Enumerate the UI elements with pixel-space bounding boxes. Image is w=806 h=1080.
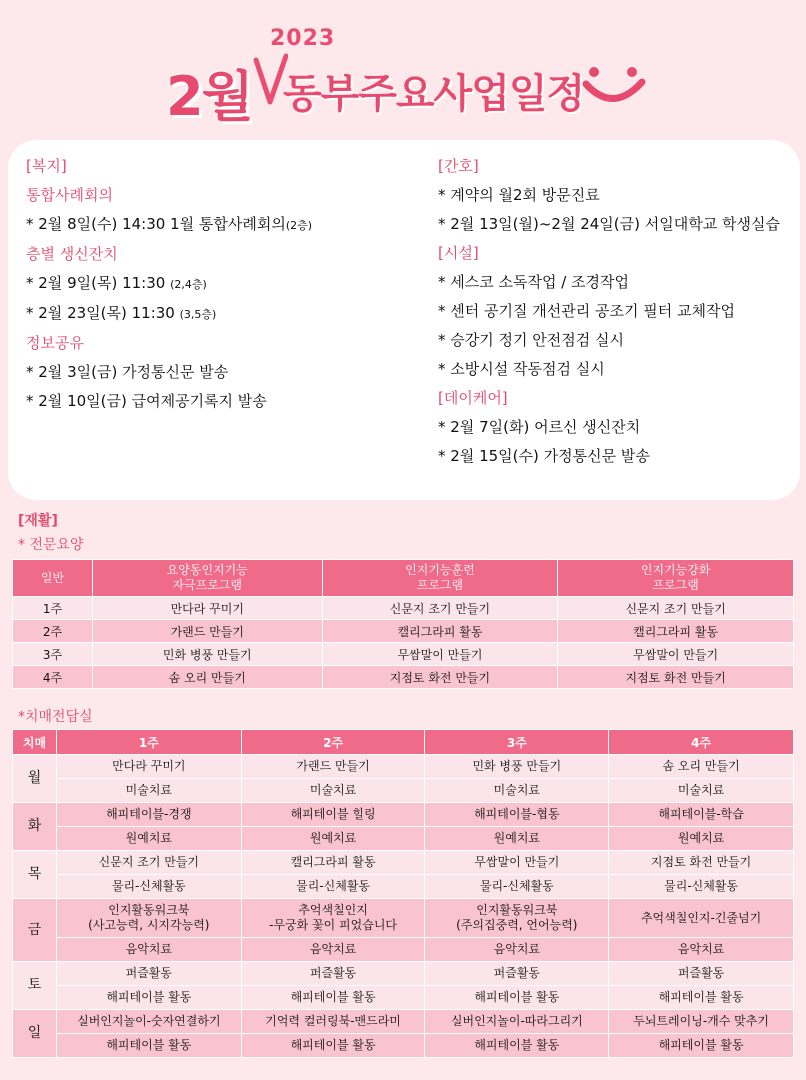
table-header-row bbox=[13, 730, 794, 755]
table-cell: 음악치료 bbox=[425, 938, 609, 962]
table-cell: 해피테이블-학습 bbox=[609, 803, 794, 827]
day-cell: 화 bbox=[13, 803, 57, 851]
table-cell: 원예치료 bbox=[425, 827, 609, 851]
column-header: 요양동인지기능 자극프로그램 bbox=[92, 560, 322, 597]
floor-note: (2층) bbox=[285, 219, 313, 232]
welfare-column bbox=[26, 152, 312, 416]
schedule-box bbox=[8, 140, 800, 500]
table-row bbox=[13, 851, 794, 875]
table-cell: 해피테이블 활동 bbox=[56, 1034, 241, 1058]
table-cell: 음악치료 bbox=[56, 938, 241, 962]
table-cell: 신문지 조기 만들기 bbox=[558, 597, 794, 620]
column-header: 1주 bbox=[56, 730, 241, 755]
table-row bbox=[13, 643, 794, 666]
table-cell: 실버인지놀이-따라그리기 bbox=[425, 1010, 609, 1034]
page-header bbox=[0, 0, 806, 140]
month-label: 2월 bbox=[166, 65, 252, 128]
table-row bbox=[13, 666, 794, 689]
table-cell: 해피테이블 힐링 bbox=[241, 803, 425, 827]
table-cell: 미술치료 bbox=[241, 779, 425, 803]
schedule-item: * 2월 15일(수) 가정통신문 발송 bbox=[438, 447, 650, 465]
table-cell: 물리-신체활동 bbox=[609, 875, 794, 899]
table-row bbox=[13, 755, 794, 779]
table-row bbox=[13, 827, 794, 851]
day-cell: 목 bbox=[13, 851, 57, 899]
table-row bbox=[13, 899, 794, 938]
column-header: 3주 bbox=[425, 730, 609, 755]
column-header: 치매 bbox=[13, 730, 57, 755]
schedule-item: * 2월 23일(목) 11:30 (3,5층) bbox=[26, 304, 217, 322]
section-heading: 통합사례회의 bbox=[26, 186, 113, 204]
table-cell: 4주 bbox=[13, 666, 93, 689]
table-row bbox=[13, 620, 794, 643]
column-header: 2주 bbox=[241, 730, 425, 755]
floor-note: (2,4층) bbox=[170, 278, 207, 291]
rehab-table bbox=[12, 559, 794, 689]
table-cell: 물리-신체활동 bbox=[425, 875, 609, 899]
table-cell: 해피테이블 활동 bbox=[241, 1034, 425, 1058]
table-cell: 미술치료 bbox=[425, 779, 609, 803]
table-cell: 민화 병풍 만들기 bbox=[92, 643, 322, 666]
table-cell: 물리-신체활동 bbox=[241, 875, 425, 899]
section-heading: [데이케어] bbox=[438, 389, 508, 407]
table-cell: 무쌈말이 만들기 bbox=[558, 643, 794, 666]
table-cell: 지점토 화전 만들기 bbox=[609, 851, 794, 875]
table-row bbox=[13, 1010, 794, 1034]
schedule-item: * 2월 13일(월)~2월 24일(금) 서일대학교 학생실습 bbox=[438, 215, 780, 233]
table-cell: 퍼즐활동 bbox=[425, 962, 609, 986]
table-cell: 인지활동워크북 (사고능력, 시지각능력) bbox=[56, 899, 241, 938]
table-cell: 해피테이블-협동 bbox=[425, 803, 609, 827]
table-cell: 캘리그라피 활동 bbox=[322, 620, 558, 643]
dementia-label: *치매전담실 bbox=[18, 709, 93, 725]
table-cell: 가랜드 만들기 bbox=[92, 620, 322, 643]
schedule-item: * 센터 공기질 개선관리 공조기 필터 교체작업 bbox=[438, 302, 735, 320]
column-header: 인지기능훈련 프로그램 bbox=[322, 560, 558, 597]
table-row bbox=[13, 597, 794, 620]
day-cell: 월 bbox=[13, 755, 57, 803]
table-cell: 솜 오리 만들기 bbox=[609, 755, 794, 779]
table-cell: 1주 bbox=[13, 597, 93, 620]
section-heading: [간호] bbox=[438, 157, 479, 175]
column-header: 일반 bbox=[13, 560, 93, 597]
table-cell: 지점토 화전 만들기 bbox=[322, 666, 558, 689]
table-cell: 해피테이블 활동 bbox=[609, 986, 794, 1010]
table-cell: 신문지 조기 만들기 bbox=[56, 851, 241, 875]
schedule-item: * 2월 9일(목) 11:30 (2,4층) bbox=[26, 274, 207, 292]
table-cell: 퍼즐활동 bbox=[609, 962, 794, 986]
special-care-label: * 전문요양 bbox=[18, 537, 84, 553]
table-cell: 음악치료 bbox=[609, 938, 794, 962]
table-cell: 지점토 화전 만들기 bbox=[558, 666, 794, 689]
table-cell: 만다라 꾸미기 bbox=[56, 755, 241, 779]
table-cell: 음악치료 bbox=[241, 938, 425, 962]
day-cell: 일 bbox=[13, 1010, 57, 1058]
page-title: 동부주요사업일정 bbox=[283, 71, 585, 117]
table-cell: 해피테이블 활동 bbox=[425, 1034, 609, 1058]
table-cell: 원예치료 bbox=[609, 827, 794, 851]
section-heading: [시설] bbox=[438, 244, 479, 262]
section-heading: 층별 생신잔치 bbox=[26, 245, 118, 263]
section-heading: 정보공유 bbox=[26, 334, 84, 352]
table-row bbox=[13, 803, 794, 827]
nursing-facility-column bbox=[438, 152, 780, 471]
table-row bbox=[13, 779, 794, 803]
table-cell: 2주 bbox=[13, 620, 93, 643]
schedule-item: * 승강기 정기 안전점검 실시 bbox=[438, 331, 624, 349]
schedule-item: * 계약의 월2회 방문진료 bbox=[438, 186, 600, 204]
table-cell: 해피테이블 활동 bbox=[609, 1034, 794, 1058]
table-cell: 해피테이블 활동 bbox=[425, 986, 609, 1010]
table-cell: 3주 bbox=[13, 643, 93, 666]
rehab-section-label: [재활] bbox=[18, 513, 58, 529]
table-cell: 무쌈말이 만들기 bbox=[425, 851, 609, 875]
table-row bbox=[13, 986, 794, 1010]
floor-note: (3,5층) bbox=[179, 308, 217, 321]
schedule-item: * 2월 10일(금) 급여제공기록지 발송 bbox=[26, 392, 267, 410]
table-cell: 추억색칠인지 -무궁화 꽃이 피었습니다 bbox=[241, 899, 425, 938]
table-cell: 해피테이블 활동 bbox=[241, 986, 425, 1010]
table-row bbox=[13, 1034, 794, 1058]
day-cell: 토 bbox=[13, 962, 57, 1010]
table-cell: 두뇌트레이닝-개수 맞추기 bbox=[609, 1010, 794, 1034]
table-cell: 기억력 컬러링북-맨드라미 bbox=[241, 1010, 425, 1034]
table-cell: 미술치료 bbox=[56, 779, 241, 803]
table-cell: 무쌈말이 만들기 bbox=[322, 643, 558, 666]
smile-icon bbox=[580, 60, 650, 110]
table-cell: 추억색칠인지-긴줄넘기 bbox=[609, 899, 794, 938]
table-cell: 신문지 조기 만들기 bbox=[322, 597, 558, 620]
schedule-item: * 세스코 소독작업 / 조경작업 bbox=[438, 273, 630, 291]
table-cell: 인지활동워크북 (주의집중력, 언어능력) bbox=[425, 899, 609, 938]
table-cell: 해피테이블 활동 bbox=[56, 986, 241, 1010]
table-cell: 민화 병풍 만들기 bbox=[425, 755, 609, 779]
schedule-item: * 2월 7일(화) 어르신 생신잔치 bbox=[438, 418, 641, 436]
year-label: 2023 bbox=[270, 26, 336, 51]
table-cell: 캘리그라피 활동 bbox=[558, 620, 794, 643]
table-cell: 솜 오리 만들기 bbox=[92, 666, 322, 689]
schedule-item: * 소방시설 작동점검 실시 bbox=[438, 360, 605, 378]
schedule-item: * 2월 3일(금) 가정통신문 발송 bbox=[26, 363, 229, 381]
table-row bbox=[13, 875, 794, 899]
table-cell: 해피테이블-경쟁 bbox=[56, 803, 241, 827]
schedule-item: * 2월 8일(수) 14:30 1월 통합사례회의(2층) bbox=[26, 215, 313, 233]
table-cell: 캘리그라피 활동 bbox=[241, 851, 425, 875]
table-row bbox=[13, 938, 794, 962]
table-row bbox=[13, 962, 794, 986]
column-header: 인지기능강화 프로그램 bbox=[558, 560, 794, 597]
table-cell: 퍼즐활동 bbox=[241, 962, 425, 986]
table-cell: 실버인지놀이-숫자연결하기 bbox=[56, 1010, 241, 1034]
column-header: 4주 bbox=[609, 730, 794, 755]
table-cell: 미술치료 bbox=[609, 779, 794, 803]
table-cell: 물리-신체활동 bbox=[56, 875, 241, 899]
day-cell: 금 bbox=[13, 899, 57, 962]
table-header-row bbox=[13, 560, 794, 597]
dementia-table bbox=[12, 729, 794, 1058]
table-cell: 퍼즐활동 bbox=[56, 962, 241, 986]
table-cell: 원예치료 bbox=[241, 827, 425, 851]
table-cell: 원예치료 bbox=[56, 827, 241, 851]
section-heading: [복지] bbox=[26, 157, 67, 175]
table-cell: 만다라 꾸미기 bbox=[92, 597, 322, 620]
table-cell: 가랜드 만들기 bbox=[241, 755, 425, 779]
